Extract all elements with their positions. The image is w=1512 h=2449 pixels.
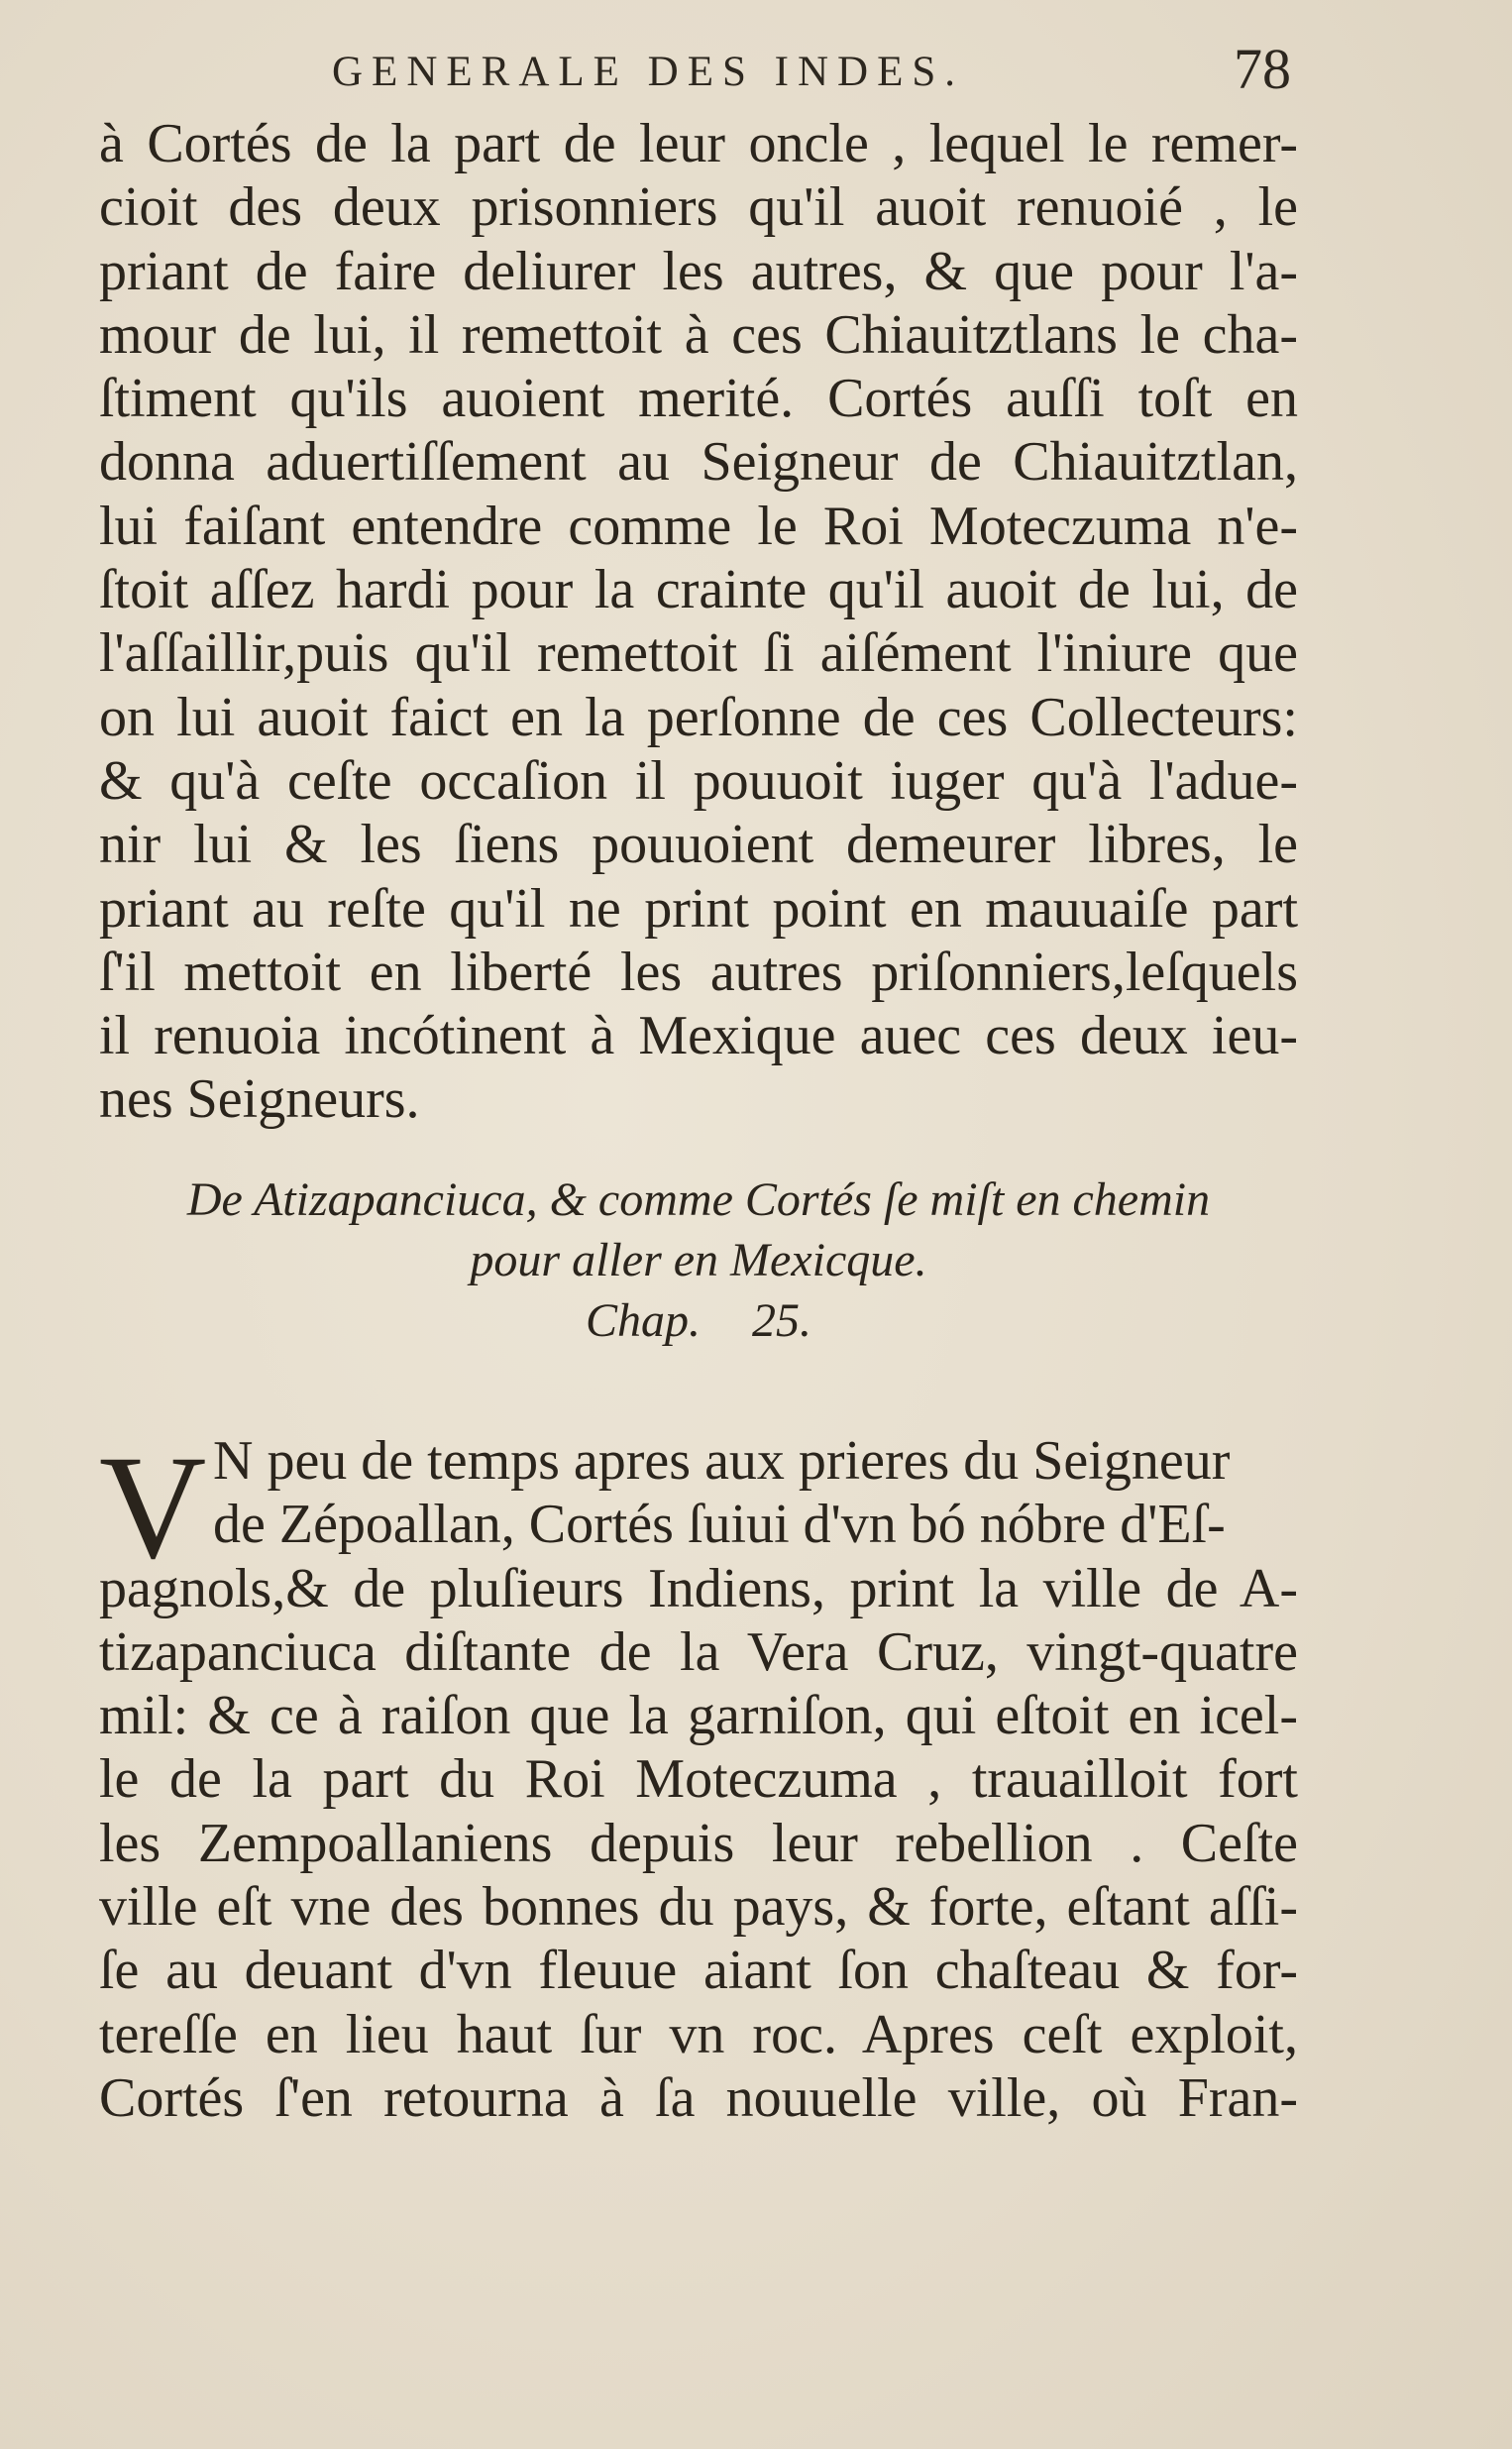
text-line: mour de lui, il remettoit à ces Chiauitztlans le cha-: [99, 303, 1298, 366]
text-line: Cortés ſ'en retourna à ſa nouuelle ville, où Fran-: [99, 2066, 1298, 2129]
text-line: donna aduertiſſement au Seigneur de Chiauitztlan,: [99, 431, 1298, 494]
text-line: ſtoit aſſez hardi pour la crainte qu'il auoit de lui, de: [99, 559, 1298, 621]
chapter-title-line-2: pour aller en Mexicque.: [470, 1234, 927, 1286]
text-line: priant au reſte qu'il ne print point en mauuaiſe part: [99, 877, 1298, 940]
text-line: nes Seigneurs.: [99, 1068, 420, 1131]
text-line: nir lui & les ſiens pouuoient demeurer libres, le: [99, 814, 1298, 876]
chapter-heading: [99, 1169, 1298, 1351]
chapter-number: Chap. 25.: [585, 1294, 811, 1347]
text-line: à Cortés de la part de leur oncle , lequel le remer-: [99, 113, 1298, 174]
page-number: 78: [1234, 37, 1291, 101]
running-head: GENERALE DES INDES.: [332, 49, 964, 95]
text-line: ſe au deuant d'vn fleuue aiant ſon chaſteau & for-: [99, 1940, 1298, 2002]
text-line: de Zépoallan, Cortés ſuiui d'vn bó nóbre d'Eſ-: [213, 1494, 1226, 1556]
text-line: & qu'à ceſte occaſion il pouuoit iuger qu'à l'adue-: [99, 749, 1298, 812]
text-line: N peu de temps apres aux prieres du Seigneur: [213, 1430, 1231, 1492]
paragraph-continuation: [99, 112, 1298, 1132]
text-line: on lui auoit faict en la perſonne de ces Collecteurs:: [99, 686, 1298, 748]
text-line: le de la part du Roi Moteczuma , trauailloit fort: [99, 1748, 1298, 1811]
drop-cap: V: [99, 1425, 207, 1590]
text-line: priant de faire deliurer les autres, & que pour l'a-: [99, 240, 1298, 302]
chapter-body: [99, 1425, 1298, 2130]
text-line: lui faiſant entendre comme le Roi Moteczuma n'e-: [99, 495, 1298, 557]
text-line: mil: & ce à raiſon que la garniſon, qui eſtoit en icel-: [99, 1685, 1298, 1747]
text-line: tereſſe en lieu haut ſur vn roc. Apres ceſt exploit,: [99, 2003, 1298, 2065]
text-line: pagnols,& de pluſieurs Indiens, print la ville de A-: [99, 1557, 1298, 1619]
text-line: ville eſt vne des bonnes du pays, & forte, eſtant aſſi-: [99, 1876, 1298, 1939]
text-line: l'aſſaillir,puis qu'il remettoit ſi aiſément l'iniure que: [99, 622, 1298, 685]
text-line: les Zempoallaniens depuis leur rebellion . Ceſte: [99, 1812, 1298, 1874]
text-line: cioit des deux prisonniers qu'il auoit renuoié , le: [99, 176, 1298, 239]
text-line: il renuoia incótinent à Mexique auec ces deux ieu-: [99, 1005, 1298, 1067]
chapter-title-line-1: De Atizapanciuca, & comme Cortés ſe miſt en chemin: [186, 1173, 1211, 1226]
text-line: tizapanciuca diſtante de la Vera Cruz, vingt-quatre: [99, 1620, 1298, 1683]
text-line: ſtiment qu'ils auoient merité. Cortés auſſi toſt en: [99, 368, 1298, 430]
text-line: ſ'il mettoit en liberté les autres priſonniers,leſquels: [99, 941, 1298, 1003]
